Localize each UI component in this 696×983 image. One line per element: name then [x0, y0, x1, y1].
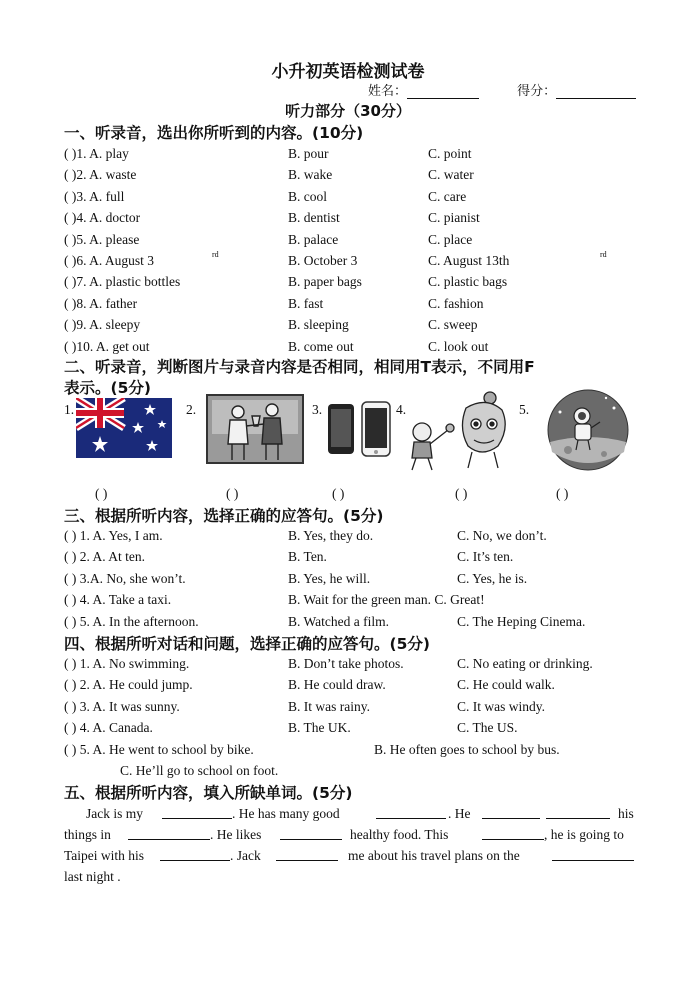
option-a[interactable]: ( )9. A. sleepy — [64, 317, 141, 333]
ordinal-suffix: rd — [212, 250, 219, 259]
cloze-blank[interactable] — [280, 826, 342, 840]
part4-question-row — [64, 699, 644, 719]
part1-question-row — [64, 317, 644, 337]
section-2-heading-line1: 二、听录音，判断图片与录音内容是否相同，相同用T表示，不同用F — [64, 358, 535, 376]
cloze-line-2 — [64, 824, 636, 845]
section-2-heading-line2: 表示。(5分) — [64, 379, 151, 397]
part4-question-row — [64, 720, 644, 740]
picture-number-5: 5. — [519, 402, 530, 417]
option-c[interactable]: C. He could walk. — [457, 677, 555, 693]
option-b[interactable]: B. fast — [288, 295, 324, 311]
cloze-text: healthy food. This — [350, 827, 449, 842]
option-b[interactable]: B. Yes, he will. — [288, 570, 371, 586]
name-label: 姓名： — [368, 84, 408, 99]
score-label: 得分： — [517, 84, 557, 99]
option-b[interactable]: B. come out — [288, 338, 354, 354]
part4-question-row — [64, 742, 644, 762]
part1-question-row — [64, 274, 644, 294]
award-ceremony-picture — [206, 394, 304, 464]
picture-number-2: 2. — [186, 402, 197, 417]
lion-dance-picture — [402, 388, 510, 472]
cloze-blank[interactable] — [546, 805, 610, 819]
picture-row — [64, 388, 644, 498]
cloze-blank[interactable] — [482, 826, 544, 840]
picture-number-3: 3. — [312, 402, 323, 417]
option-a[interactable]: ( ) 2. A. At ten. — [64, 549, 145, 565]
cloze-line-4 — [64, 866, 636, 887]
option-c[interactable]: C. sweep — [428, 317, 478, 333]
option-b[interactable]: B. Yes, they do. — [288, 528, 374, 543]
cloze-text: Taipei with his — [64, 848, 145, 863]
option-b[interactable]: B. It was rainy. — [288, 698, 370, 714]
option-c[interactable]: C. pianist — [428, 210, 480, 226]
part1-question-row — [64, 167, 644, 187]
part4-q5-option-c: C. He’ll go to school on foot. — [120, 763, 279, 778]
cloze-blank[interactable] — [162, 805, 232, 819]
option-c[interactable]: C. The Heping Cinema. — [457, 613, 586, 629]
option-b[interactable]: B. Ten. — [288, 549, 327, 565]
option-a[interactable]: ( ) 5. A. He went to school by bike. — [64, 741, 254, 757]
option-c[interactable]: C. It’s ten. — [457, 549, 514, 565]
cloze-blank[interactable] — [376, 805, 446, 819]
name-score-bar — [368, 80, 636, 99]
option-a[interactable]: ( )6. A. August 3 — [64, 253, 155, 268]
option-a[interactable]: ( )2. A. waste — [64, 167, 137, 183]
cloze-text: last night . — [64, 869, 121, 884]
option-c[interactable]: C. It was windy. — [457, 698, 545, 714]
option-c[interactable]: C. plastic bags — [428, 274, 508, 290]
option-c[interactable]: C. August 13th — [428, 253, 510, 268]
option-a[interactable]: ( )8. A. father — [64, 295, 138, 311]
cloze-blank[interactable] — [482, 805, 540, 819]
australia-flag-picture — [76, 398, 172, 458]
picture-number-4: 4. — [396, 402, 407, 417]
option-c[interactable]: C. Yes, he is. — [457, 570, 528, 586]
option-c[interactable]: C. place — [428, 231, 473, 247]
option-a[interactable]: ( ) 1. A. No swimming. — [64, 656, 190, 671]
option-b[interactable]: B. He often goes to school by bus. — [374, 741, 560, 757]
option-b[interactable]: B. Wait for the green man. C. Great! — [288, 592, 485, 608]
option-c[interactable]: C. point — [428, 146, 472, 161]
part3-question-row — [64, 571, 644, 591]
option-b[interactable]: B. cool — [288, 188, 327, 204]
option-a[interactable]: ( ) 1. A. Yes, I am. — [64, 528, 163, 543]
section-1-heading: 一、听录音，选出你所听到的内容。(10分) — [64, 124, 364, 142]
option-c[interactable]: C. care — [428, 188, 467, 204]
option-c[interactable]: C. The US. — [457, 720, 518, 736]
section-5-heading: 五、根据所听内容，填入所缺单词。(5分) — [64, 784, 353, 802]
option-b[interactable]: B. palace — [288, 231, 339, 247]
option-a[interactable]: ( )4. A. doctor — [64, 210, 141, 226]
part1-question-row — [64, 232, 644, 252]
picture-answer-2[interactable]: ( ) — [226, 486, 239, 501]
option-b[interactable]: B. wake — [288, 167, 333, 183]
astronaut-moon-picture — [542, 388, 634, 472]
picture-answer-4[interactable]: ( ) — [455, 486, 468, 501]
option-c[interactable]: C. water — [428, 167, 474, 183]
section-4-heading: 四、根据所听对话和问题，选择正确的应答句。(5分) — [64, 635, 430, 653]
cloze-blank[interactable] — [552, 847, 634, 861]
option-a[interactable]: ( ) 5. A. In the afternoon. — [64, 613, 199, 629]
option-a[interactable]: ( ) 2. A. He could jump. — [64, 677, 193, 693]
cloze-text: Jack is my — [86, 806, 143, 821]
option-c[interactable]: C. No, we don’t. — [457, 528, 547, 543]
option-a[interactable]: ( ) 4. A. Canada. — [64, 720, 153, 736]
option-a[interactable]: ( )10. A. get out — [64, 338, 150, 354]
option-c[interactable]: C. No eating or drinking. — [457, 656, 593, 671]
option-a[interactable]: ( ) 3.A. No, she won’t. — [64, 570, 186, 586]
listening-title: 听力部分（30分） — [285, 102, 411, 120]
cloze-text: . Jack — [230, 848, 261, 863]
option-a[interactable]: ( )7. A. plastic bottles — [64, 274, 181, 290]
cloze-blank[interactable] — [128, 826, 210, 840]
option-b[interactable]: B. October 3 — [288, 253, 358, 268]
cloze-text: , he is going to — [544, 827, 624, 842]
cloze-text: me about his travel plans on the — [348, 848, 520, 863]
option-b[interactable]: B. The UK. — [288, 720, 351, 736]
option-a[interactable]: ( )1. A. play — [64, 146, 129, 161]
option-c[interactable]: C. look out — [428, 338, 489, 354]
option-a[interactable]: ( ) 3. A. It was sunny. — [64, 698, 180, 714]
cloze-text: . He likes — [210, 827, 262, 842]
option-b[interactable]: B. He could draw. — [288, 677, 386, 693]
option-a[interactable]: ( )3. A. full — [64, 188, 125, 204]
cloze-blank[interactable] — [160, 847, 230, 861]
part3-question-row — [64, 592, 644, 612]
part4-q5-option-c-row — [64, 763, 644, 783]
option-b[interactable]: B. paper bags — [288, 274, 362, 290]
score-blank[interactable] — [556, 84, 636, 99]
picture-number-1: 1. — [64, 402, 75, 417]
part4-question-row — [64, 677, 644, 697]
part4-question-row — [64, 656, 644, 676]
picture-answer-1[interactable]: ( ) — [95, 486, 108, 501]
cloze-blank[interactable] — [276, 847, 338, 861]
section-3-heading: 三、根据所听内容，选择正确的应答句。(5分) — [64, 507, 384, 525]
part1-question-row — [64, 250, 644, 273]
option-b[interactable]: B. sleeping — [288, 317, 349, 333]
picture-answer-3[interactable]: ( ) — [332, 486, 345, 501]
cloze-text: . He — [448, 806, 471, 821]
option-a[interactable]: ( ) 4. A. Take a taxi. — [64, 592, 172, 608]
part1-question-row — [64, 210, 644, 230]
cloze-text: his — [618, 806, 634, 821]
picture-answer-5[interactable]: ( ) — [556, 486, 569, 501]
part3-question-row — [64, 528, 644, 548]
part3-question-row — [64, 614, 644, 634]
part3-question-row — [64, 549, 644, 569]
option-b[interactable]: B. pour — [288, 146, 329, 161]
option-b[interactable]: B. Don’t take photos. — [288, 656, 404, 671]
cloze-passage — [64, 803, 636, 887]
page-title: 小升初英语检测试卷 — [271, 62, 425, 82]
ordinal-suffix: rd — [600, 250, 607, 259]
mobile-phones-picture — [326, 400, 398, 458]
option-c[interactable]: C. fashion — [428, 295, 484, 311]
part1-question-row — [64, 146, 644, 166]
cloze-text: things in — [64, 827, 111, 842]
option-a[interactable]: ( )5. A. please — [64, 231, 140, 247]
option-b[interactable]: B. Watched a film. — [288, 613, 390, 629]
name-blank[interactable] — [407, 84, 479, 99]
option-b[interactable]: B. dentist — [288, 210, 340, 226]
part1-question-row — [64, 296, 644, 316]
cloze-line-3 — [64, 845, 636, 866]
cloze-line-1 — [64, 803, 636, 824]
cloze-text: . He has many good — [232, 806, 340, 821]
part1-question-row — [64, 189, 644, 209]
